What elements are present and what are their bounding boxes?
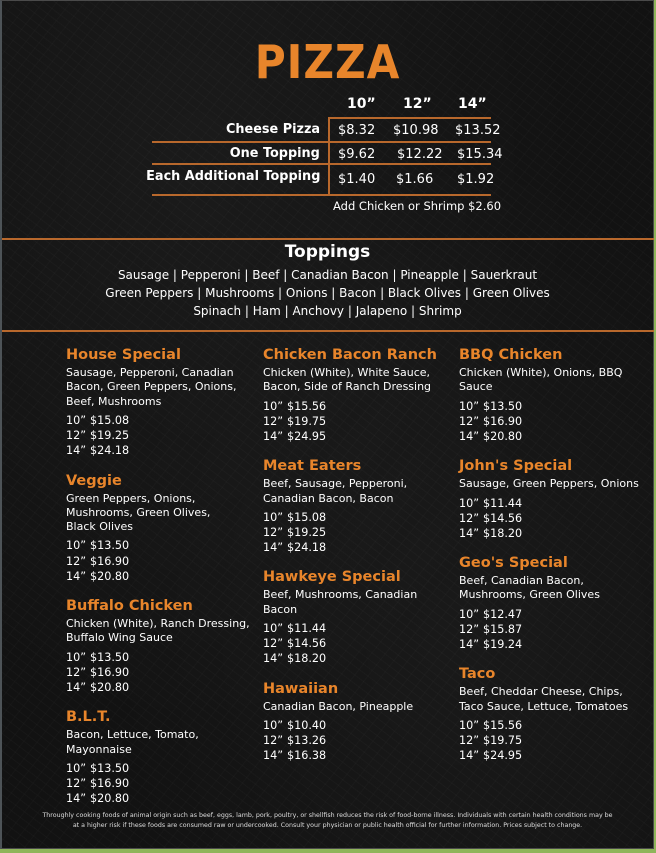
row-label: Cheese Pizza	[225, 121, 320, 137]
price-line: 12” $19.25	[263, 526, 327, 539]
menu-item-blt	[66, 707, 256, 806]
item-description: Chicken (White), Onions, BBQ Sauce	[459, 366, 623, 394]
specialty-column-2	[263, 345, 453, 776]
menu-item-hawkeye-special	[263, 567, 453, 666]
price-line: 14” $18.20	[459, 526, 523, 540]
price-line: 14” $24.95	[459, 749, 523, 763]
price-line: 14” $20.80	[66, 681, 130, 694]
item-description: Beef, Cheddar Cheese, Chips, Taco Sauce, Lettuce, Tomatoes	[459, 685, 629, 713]
toppings-title: Toppings	[284, 242, 371, 262]
item-name: Buffalo Chicken	[66, 598, 193, 614]
price-line: 10” $13.50	[66, 539, 130, 553]
specialty-column-1	[66, 345, 256, 818]
price-line: 10” $13.50	[66, 761, 130, 775]
size-header-12: 12”	[403, 96, 432, 112]
price-line: 12” $19.75	[263, 414, 327, 428]
row-label: One Topping	[229, 145, 320, 161]
price-cell: $15.34	[457, 147, 503, 162]
price-cell: $13.52	[455, 123, 501, 138]
menu-item-meat-eaters	[263, 456, 453, 555]
menu-item-veggie	[66, 471, 256, 585]
table-rule-vertical	[328, 117, 330, 196]
table-rule-bottom	[152, 194, 491, 196]
item-name: B.L.T.	[66, 709, 111, 726]
menu-item-hawaiian	[263, 679, 453, 764]
price-line: 12” $16.90	[459, 414, 523, 428]
price-line: 10” $15.08	[66, 413, 130, 427]
price-cell: $10.98	[393, 123, 439, 138]
add-chicken-shrimp-note: Add Chicken or Shrimp $2.60	[333, 199, 502, 213]
toppings-line: Green Peppers | Mushrooms | Onions | Bacon | Black Olives | Green Olives	[105, 286, 550, 300]
price-line: 10” $15.08	[263, 510, 327, 524]
price-line: 12” $19.75	[459, 734, 523, 748]
item-name: Hawkeye Special	[263, 569, 401, 586]
size-header-14: 14”	[458, 96, 487, 112]
menu-item-buffalo-chicken	[66, 596, 256, 695]
menu-item-taco	[459, 664, 649, 763]
item-description: Beef, Canadian Bacon, Mushrooms, Green Olives	[459, 574, 600, 602]
price-line: 10” $15.56	[263, 399, 327, 413]
price-line: 10” $11.44	[459, 496, 523, 510]
price-line: 14” $16.38	[263, 749, 327, 763]
item-name: Taco	[459, 666, 496, 683]
price-line: 14” $20.80	[66, 569, 130, 583]
menu-item-johns-special	[459, 456, 649, 541]
item-description: Beef, Mushrooms, Canadian Bacon	[263, 588, 418, 616]
price-line: 12” $16.90	[66, 665, 130, 679]
item-description: Chicken (White), White Sauce, Bacon, Side of Ranch Dressing	[263, 366, 432, 394]
toppings-rule-bottom	[2, 330, 654, 332]
price-line: 10” $10.40	[263, 718, 327, 732]
price-line: 14” $24.95	[263, 430, 327, 443]
price-line: 12” $15.87	[459, 622, 523, 636]
menu-item-bbq-chicken	[459, 345, 649, 444]
toppings-line: Sausage | Pepperoni | Beef | Canadian Bacon | Pineapple | Sauerkraut	[117, 268, 538, 282]
item-description: Canadian Bacon, Pineapple	[263, 699, 414, 713]
item-description: Beef, Sausage, Pepperoni, Canadian Bacon, Bacon	[263, 477, 408, 505]
toppings-line: Spinach | Ham | Anchovy | Jalapeno | Shrimp	[193, 304, 462, 318]
table-rule-2	[152, 163, 491, 165]
menu-item-chicken-bacon-ranch	[263, 345, 453, 444]
menu-item-house-special	[66, 345, 256, 459]
price-line: 10” $15.56	[459, 718, 523, 732]
food-safety-disclaimer: Throughly cooking foods of animal origin such as beef, eggs, lamb, pork, poultry, or shellfish reduces the risk of food-borne illness. Individuals with certain health conditions may be at a higher risk if these foods are consumed raw or undercooked. Consult your physician or public health official for further information. Prices subject to change.	[42, 812, 613, 829]
toppings-rule-top	[2, 238, 654, 240]
price-cell: $1.40	[338, 172, 376, 187]
price-cell: $9.62	[338, 147, 376, 162]
item-name: Veggie	[66, 472, 122, 489]
price-line: 14” $24.18	[263, 541, 327, 555]
price-cell: $8.32	[338, 123, 376, 138]
price-line: 12” $14.56	[263, 637, 327, 651]
item-description: Bacon, Lettuce, Tomato, Mayonnaise	[66, 728, 199, 756]
price-line: 14” $19.24	[459, 638, 523, 652]
item-name: House Special	[66, 347, 181, 363]
price-line: 14” $20.80	[66, 792, 130, 806]
price-line: 12” $14.56	[459, 511, 523, 525]
specialty-column-3	[459, 345, 649, 776]
size-header-10: 10”	[347, 96, 376, 112]
price-line: 10” $13.50	[459, 399, 523, 413]
table-rule-top	[329, 117, 491, 119]
table-rule-1	[152, 141, 491, 143]
item-name: BBQ Chicken	[459, 347, 563, 363]
price-line: 14” $24.18	[66, 444, 130, 458]
row-label: Each Additional Topping	[145, 168, 320, 184]
menu-item-geos-special	[459, 553, 649, 652]
price-line: 12” $16.90	[66, 777, 130, 790]
page-title: PIZZA	[254, 35, 401, 89]
item-description: Green Peppers, Onions, Mushrooms, Green Olives, Black Olives	[66, 491, 211, 534]
item-name: Geo's Special	[459, 555, 568, 572]
item-name: Meat Eaters	[263, 458, 362, 475]
price-line: 14” $18.20	[263, 652, 327, 666]
price-cell: $12.22	[397, 147, 443, 162]
item-name: Hawaiian	[263, 680, 339, 697]
item-description: Sausage, Pepperoni, Canadian Bacon, Green Peppers, Onions, Beef, Mushrooms	[66, 366, 237, 408]
price-line: 14” $20.80	[459, 430, 523, 443]
item-name: Chicken Bacon Ranch	[263, 347, 437, 363]
price-cell: $1.66	[396, 172, 434, 187]
price-line: 10” $11.44	[263, 622, 327, 635]
price-cell: $1.92	[457, 172, 495, 187]
price-line: 12” $16.90	[66, 554, 130, 568]
item-name: John's Special	[459, 458, 573, 475]
price-line: 10” $13.50	[66, 650, 130, 664]
item-description: Sausage, Green Peppers, Onions	[459, 477, 639, 491]
price-line: 12” $19.25	[66, 429, 130, 443]
price-line: 12” $13.26	[263, 734, 327, 748]
item-description: Chicken (White), Ranch Dressing, Buffalo Wing Sauce	[66, 617, 250, 645]
price-line: 10” $12.47	[459, 607, 523, 621]
